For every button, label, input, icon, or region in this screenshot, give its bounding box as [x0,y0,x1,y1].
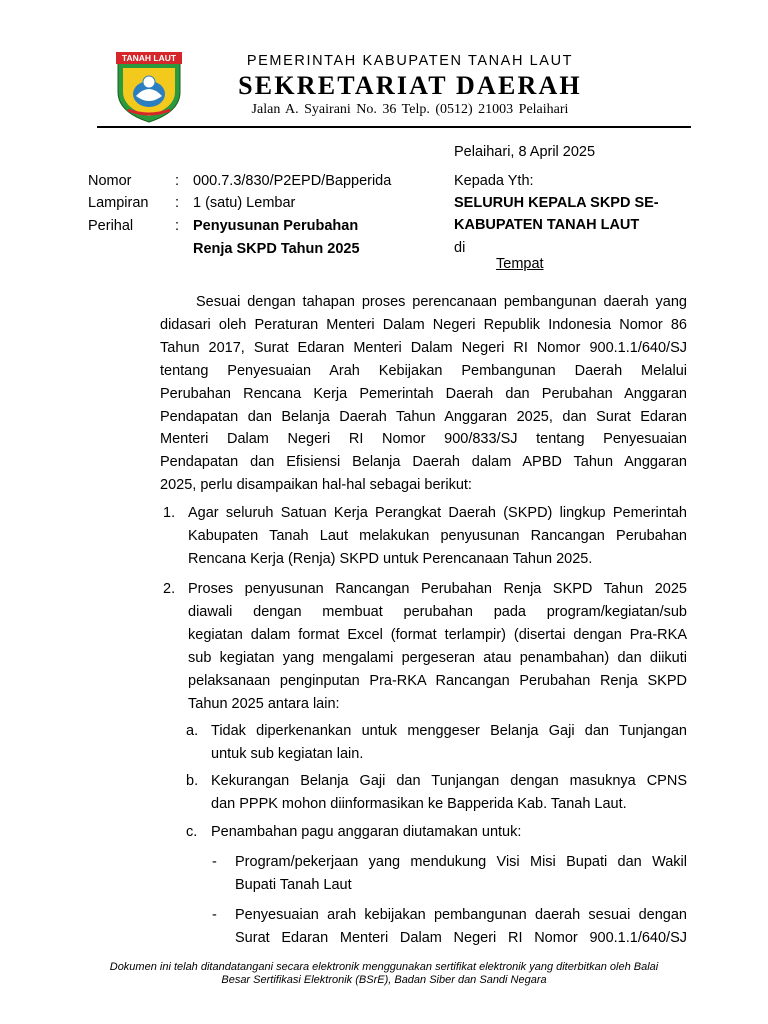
text-line: didasari oleh Peraturan Menteri Dalam Negeri Republik Indonesia Nomor 86 [160,316,687,333]
text-line: Proses penyusunan Rancangan Perubahan Renja SKPD Tahun 2025 [188,581,687,597]
addressee-place: Tempat [496,256,544,272]
text-line: Kekurangan Belanja Gaji dan Tunjangan dengan masuknya CPNS [211,773,687,789]
text-line: tentang Penyesuaian Arah Kebijakan Pembangunan Daerah Melalui [160,362,687,379]
footer-line: Dokumen ini telah ditandatangani secara elektronik menggunakan sertifikat elektronik yang diterbitkan oleh Balai [109,961,659,973]
meta-sep: : [175,218,180,234]
meta-sep: : [175,173,180,189]
letterhead-address: Jalan A. Syairani No. 36 Telp. (0512) 21003 Pelaihari [251,102,569,117]
meta-value-perihal-2: Renja SKPD Tahun 2025 [193,241,360,257]
e-signature-notice [60,961,708,987]
text-line: Kabupaten Tanah Laut melakukan penyusunan Rancangan Perubahan [188,527,687,544]
text-line: pelaksanaan penginputan Pra-RKA Rancangan Perubahan Renja SKPD [188,672,687,689]
text-line: Tidak diperkenankan untuk menggeser Belanja Gaji dan Tunjangan [211,723,687,739]
bullet-dash: - [212,907,217,923]
text-line: dan PPPK mohon diinformasikan ke Bapperida Kab. Tanah Laut. [211,795,627,812]
regency-emblem [112,52,186,124]
text-line: Bupati Tanah Laut [235,876,352,893]
text-line: Tahun 2017, Surat Edaran Menteri Dalam Negeri RI Nomor 900.1.1/640/SJ [160,339,687,356]
subitem-a-text [211,720,687,766]
text-line: 2025, perlu disampaikan hal-hal sebagai berikut: [160,477,472,494]
item-number: 1. [163,505,176,521]
meta-value-lampiran: 1 (satu) Lembar [193,195,296,211]
text-line: Surat Edaran Menteri Dalam Negeri RI Nomor 900.1.1/640/SJ [235,929,687,946]
letterhead-government: PEMERINTAH KABUPATEN TANAH LAUT [246,53,574,69]
meta-value-perihal: Penyusunan Perubahan [193,218,359,234]
text-line: diawali dengan membuat perubahan pada program/kegiatan/sub [188,603,687,620]
text-line: Program/pekerjaan yang mendukung Visi Misi Bupati dan Wakil [235,854,687,870]
meta-value-nomor: 000.7.3/830/P2EPD/Bapperida [193,173,392,189]
item-1-text [188,502,687,571]
emblem-label: TANAH LAUT [121,53,177,63]
meta-label-nomor: Nomor [88,173,132,189]
footer-line: Besar Sertifikasi Elektronik (BSrE), Badan Siber dan Sandi Negara [221,974,547,986]
intro-paragraph [160,291,687,497]
text-line: Tahun 2025 antara lain: [188,695,340,712]
item-number: 2. [163,581,176,597]
item-2-text [188,578,687,715]
subitem-letter: c. [186,824,198,840]
text-line: Pendapatan dan Belanja Daerah Tahun Anggaran 2025, dan Surat Edaran [160,408,687,425]
subitem-letter: b. [186,773,199,789]
text-line: Menteri Dalam Negeri RI Nomor 900/833/SJ tentang Penyesuaian [160,431,687,448]
text-line: Rencana Kerja (Renja) SKPD untuk Perencanaan Tahun 2025. [188,550,593,567]
subitem-letter: a. [186,723,199,739]
addressee-intro: Kepada Yth: [454,173,534,189]
meta-label-perihal: Perihal [88,218,134,234]
letterhead-rule [97,126,691,128]
text-line: Agar seluruh Satuan Kerja Perangkat Daerah (SKPD) lingkup Pemerintah [188,505,687,521]
text-line: Penyesuaian arah kebijakan pembangunan daerah sesuai dengan [235,907,687,923]
text-line: kegiatan dalam format Excel (format terlampir) (disertai dengan Pra-RKA [188,626,687,643]
dash-2-text [235,904,687,950]
meta-label-lampiran: Lampiran [88,195,149,211]
text-line: untuk sub kegiatan lain. [211,745,364,762]
letterhead-office: SEKRETARIAT DAERAH [238,71,582,100]
text-line: Perubahan Rencana Kerja Pemerintah Daerah dan Perubahan Anggaran [160,385,687,402]
subitem-b-text [211,770,687,816]
addressee-line1: SELURUH KEPALA SKPD SE- [454,195,659,211]
place-date: Pelaihari, 8 April 2025 [454,144,596,160]
bullet-dash: - [212,854,217,870]
addressee-di: di [454,240,466,256]
text-line: sub kegiatan yang mengalami pergeseran atau penambahan) dan diikuti [188,649,687,666]
text-line: Pendapatan dan Efisiensi Belanja Daerah dalam APBD Tahun Anggaran [160,454,687,471]
text-line: Sesuai dengan tahapan proses perencanaan pembangunan daerah yang [196,294,687,310]
subitem-c-text: Penambahan pagu anggaran diutamakan untuk: [211,824,522,840]
dash-1-text [235,851,687,897]
meta-sep: : [175,195,180,211]
addressee-line2: KABUPATEN TANAH LAUT [454,217,640,233]
